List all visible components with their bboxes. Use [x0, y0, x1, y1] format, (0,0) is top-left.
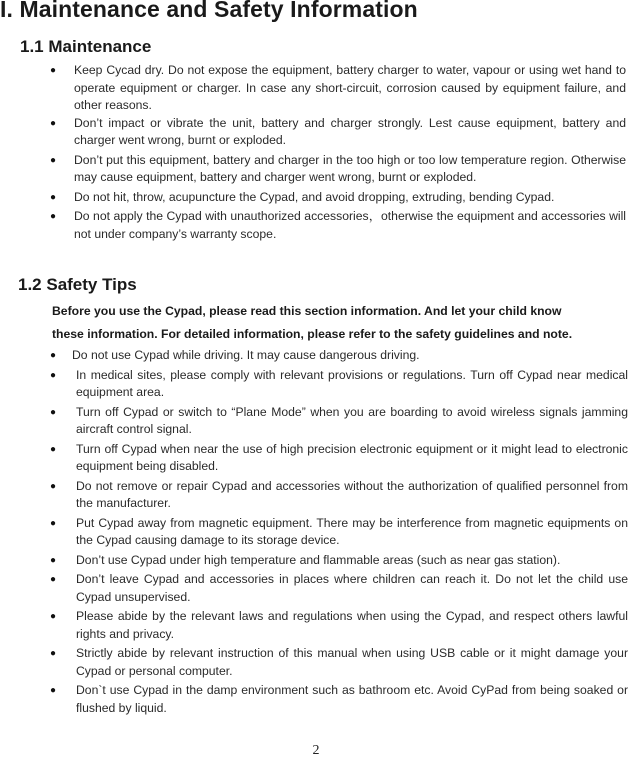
safety-section-title: 1.2 Safety Tips — [18, 275, 137, 294]
list-item-text: Don`t use Cypad in the damp environment such as bathroom etc. Avoid CyPad from being soaked or flushed by liquid. — [76, 683, 628, 715]
bullet-icon: ● — [50, 480, 57, 492]
list-item — [50, 62, 626, 115]
list-item — [50, 189, 626, 207]
list-item — [50, 441, 628, 476]
list-item — [50, 152, 626, 187]
list-item-text: Keep Cycad dry. Do not expose the equipment, battery charger to water, vapour or using wet hand to operate equipment or charger. In case any short-circuit, corrosion caused by equipment failure, and other reasons. — [74, 63, 626, 112]
list-item-text: Do not apply the Cypad with unauthorized accessories，otherwise the equipment and accessories will not under company’s warranty scope. — [74, 209, 626, 241]
safety-list — [50, 347, 628, 719]
chapter-title: I. Maintenance and Safety Information — [0, 0, 418, 22]
list-item-text: Do not hit, throw, acupuncture the Cypad, and avoid dropping, extruding, bending Cypad. — [74, 189, 555, 204]
bullet-icon: ● — [50, 406, 57, 418]
bullet-icon: ● — [50, 574, 57, 585]
bullet-icon: ● — [50, 685, 57, 696]
list-item-text: Don’t use Cypad under high temperature and flammable areas (such as near gas station). — [76, 552, 561, 567]
bullet-icon: ● — [50, 517, 57, 529]
bullet-icon: ● — [50, 350, 57, 361]
list-item-text: Please abide by the relevant laws and regulations when using the Cypad, and respect others lawful rights and privacy. — [76, 609, 628, 641]
safety-intro-line: these information. For detailed information, please refer to the safety guidelines and note. — [52, 327, 573, 341]
maintenance-section-title: 1.1 Maintenance — [20, 37, 152, 56]
list-item — [50, 608, 628, 643]
list-item — [50, 571, 628, 606]
list-item — [50, 404, 628, 439]
bullet-icon: ● — [50, 443, 57, 455]
list-item — [50, 347, 628, 365]
maintenance-list — [50, 62, 626, 243]
list-item-text: Strictly abide by relevant instruction of this manual when using USB cable or it might damage your Cypad or personal computer. — [76, 646, 628, 678]
bullet-icon: ● — [50, 154, 57, 166]
list-item — [50, 115, 626, 150]
list-item-text: Turn off Cypad or switch to “Plane Mode” when you are boarding to avoid wireless signals jamming aircraft control signal. — [76, 404, 628, 436]
list-item-text: Do not remove or repair Cypad and accessories without the authorization of qualified personnel from the manufacturer. — [76, 478, 628, 510]
bullet-icon: ● — [50, 369, 57, 381]
list-item-text: In medical sites, please comply with relevant provisions or regulations. Turn off Cypad near medical equipment area. — [76, 367, 628, 399]
list-item — [50, 515, 628, 550]
list-item — [50, 645, 628, 680]
list-item — [50, 367, 628, 402]
list-item-text: Do not use Cypad while driving. It may cause dangerous driving. — [72, 348, 420, 362]
safety-intro — [52, 300, 632, 346]
bullet-icon: ● — [50, 65, 57, 76]
list-item-text: Put Cypad away from magnetic equipment. There may be interference from magnetic equipments on the Cypad causing damage to its storage device. — [76, 515, 628, 547]
page-number: 2 — [312, 743, 320, 758]
list-item-text: Turn off Cypad when near the use of high precision electronic equipment or it might lead to electronic equipment being disabled. — [76, 441, 628, 473]
list-item-text: Don’t leave Cypad and accessories in places where children can reach it. Do not let the child use Cypad unsupervised. — [76, 572, 628, 604]
bullet-icon: ● — [50, 554, 57, 566]
bullet-icon: ● — [50, 648, 57, 659]
list-item — [50, 478, 628, 513]
list-item-text: Don’t impact or vibrate the unit, battery and charger strongly. Lest cause equipment, battery and charger went wrong, burnt or exploded. — [74, 115, 626, 147]
bullet-icon: ● — [50, 611, 57, 622]
bullet-icon: ● — [50, 211, 57, 222]
list-item — [50, 208, 626, 243]
bullet-icon: ● — [50, 117, 57, 129]
safety-intro-line: Before you use the Cypad, please read this section information. And let your child know — [52, 304, 562, 318]
list-item-text: Don’t put this equipment, battery and charger in the too high or too low temperature region. Otherwise may cause equipment, battery and charger went wrong, burnt or exploded. — [74, 152, 626, 184]
list-item — [50, 552, 628, 570]
list-item — [50, 682, 628, 717]
bullet-icon: ● — [50, 191, 57, 203]
